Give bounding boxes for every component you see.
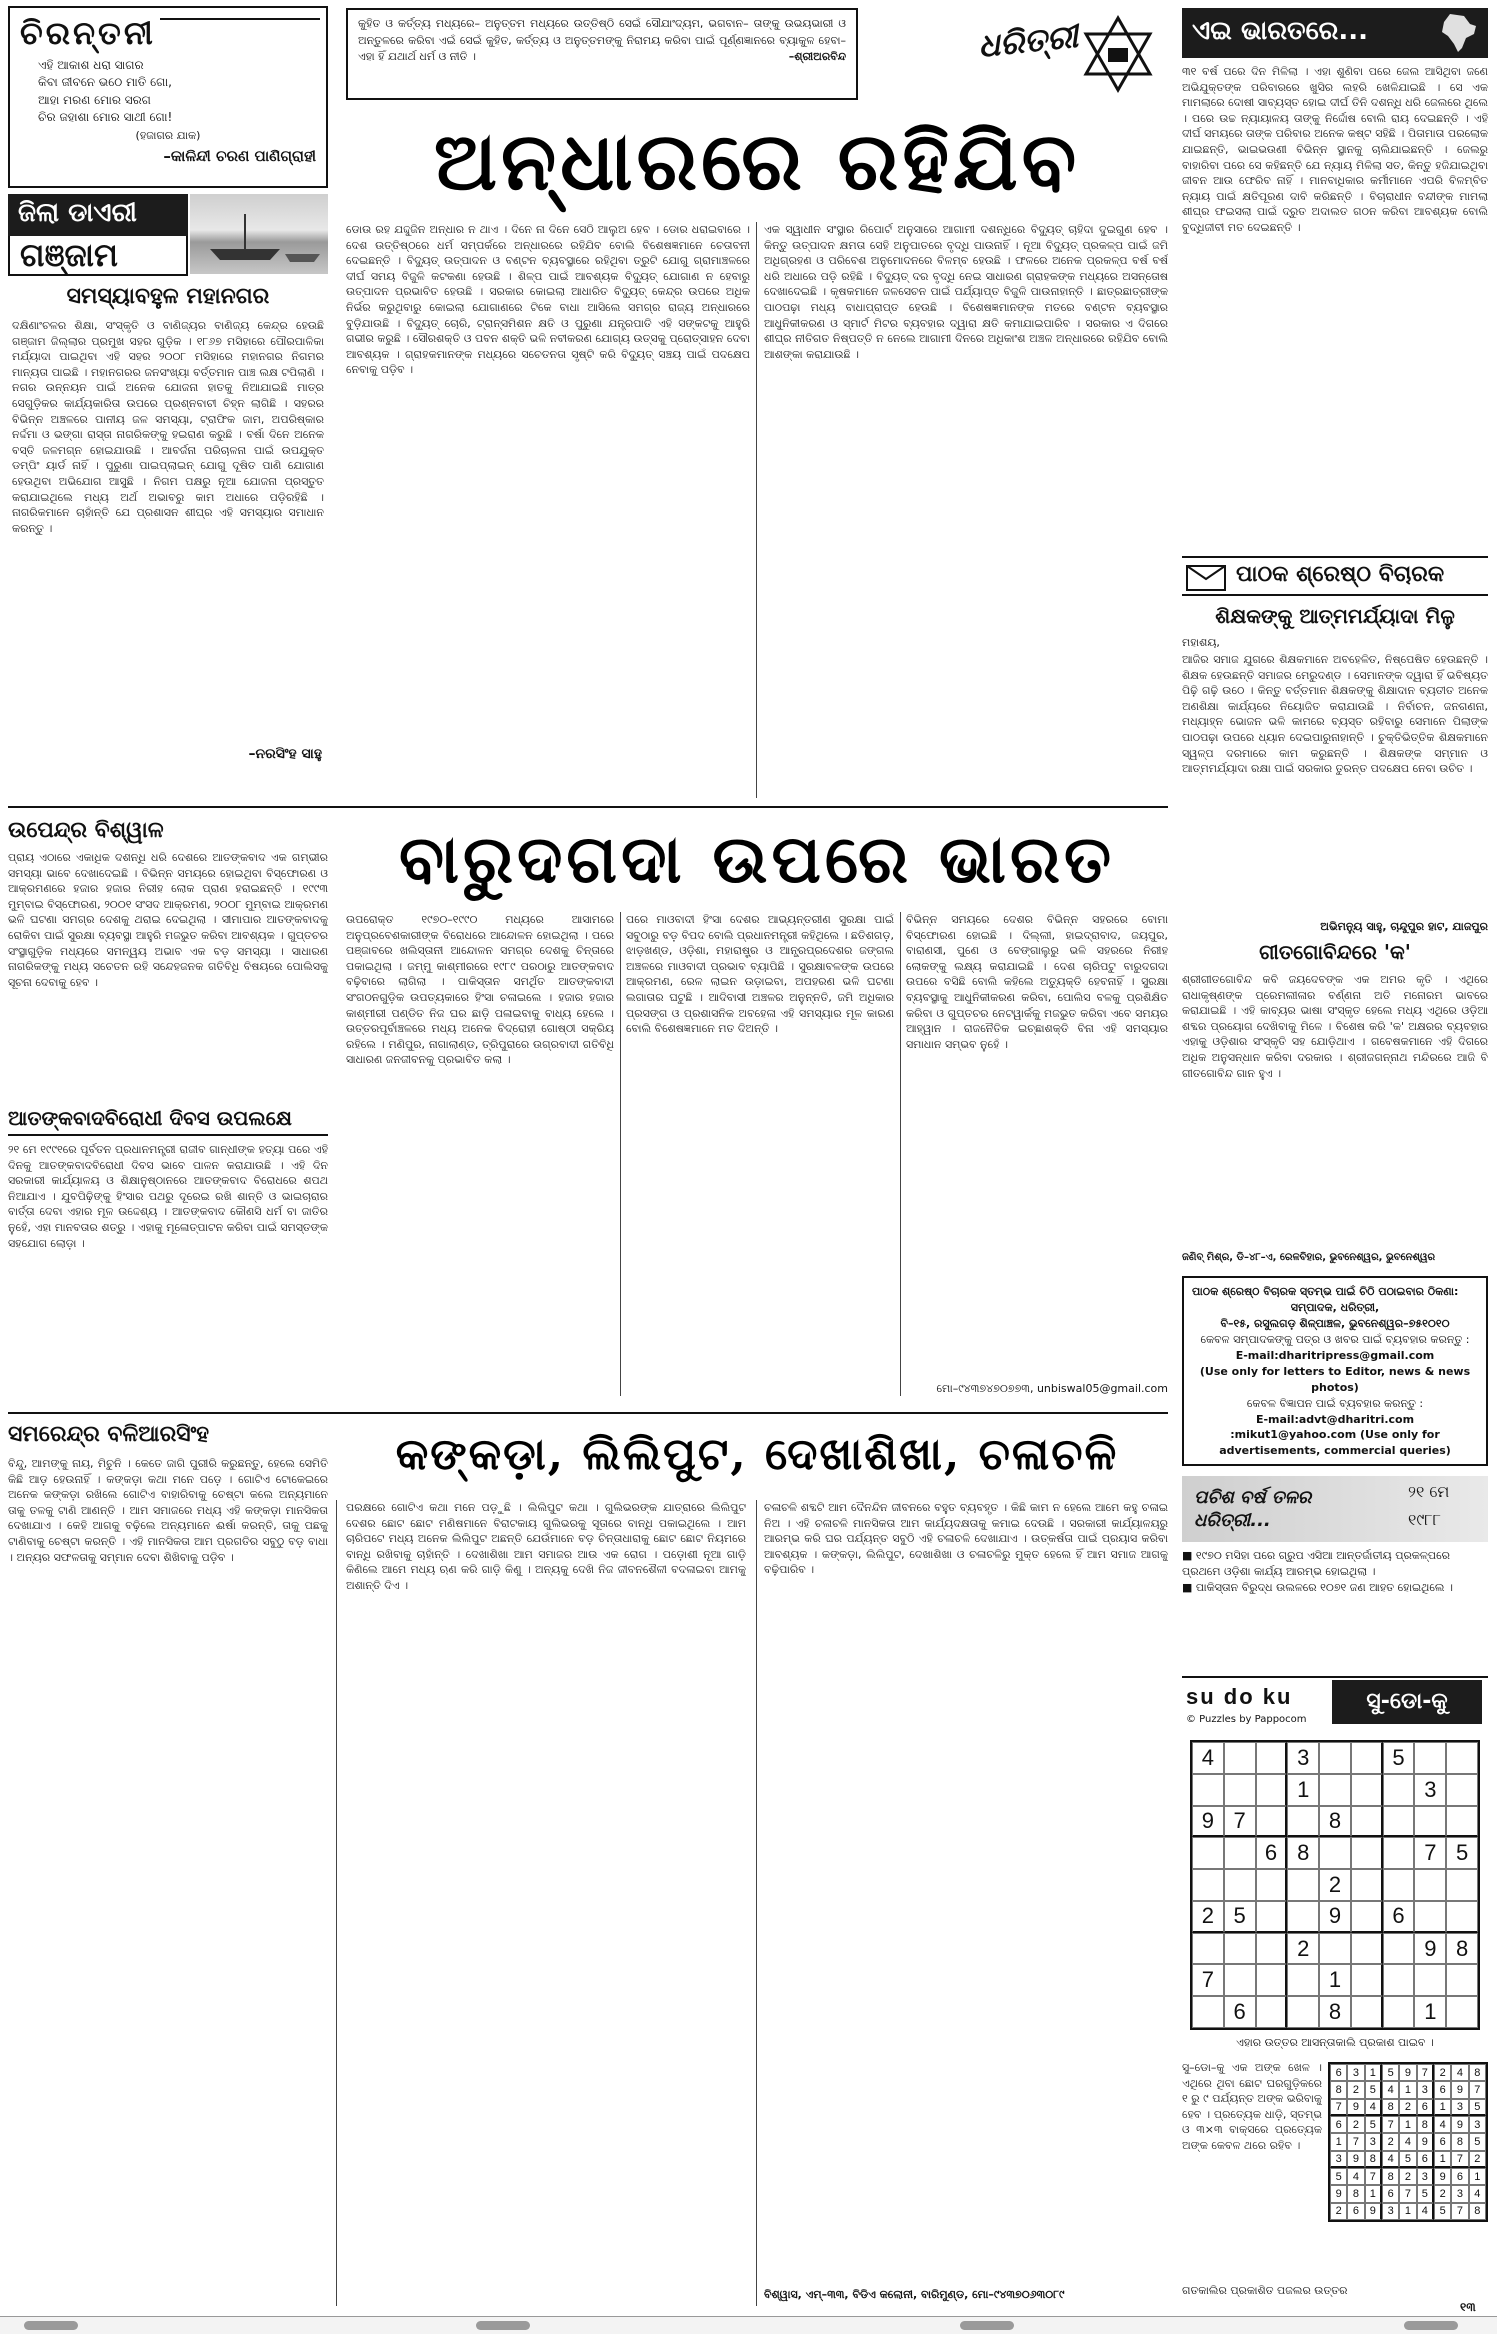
sudoku-cell: 6 bbox=[1330, 2116, 1347, 2133]
sudoku-cell[interactable]: 8 bbox=[1319, 1996, 1351, 2028]
sudoku-cell: 7 bbox=[1399, 2185, 1416, 2202]
pachisa-barsha-header bbox=[1182, 1476, 1488, 1542]
letter2-author: ଜଣିବ୍ ମିଶ୍ର, ଡି–୪୮–ଏ, ରେଳବିହାର, ଭୁବନେଶ୍ୱର, ଭୁବନେଶ୍ୱର bbox=[1182, 1252, 1436, 1263]
chirantani-source: (ହଜାଗର ଯାକ) bbox=[135, 128, 201, 142]
quote-author: –ଶ୍ରୀଅରବିନ୍ଦ bbox=[788, 50, 846, 63]
letter1-salutation: ମହାଶୟ, bbox=[1182, 636, 1220, 649]
sudoku-cell: 6 bbox=[1451, 2168, 1468, 2185]
district-author: –ନରସିଂହ ସାହୁ bbox=[248, 746, 322, 762]
sudoku-cell: 4 bbox=[1451, 2064, 1468, 2081]
sudoku-cell: 2 bbox=[1399, 2168, 1416, 2185]
sudoku-cell: 5 bbox=[1417, 2185, 1434, 2202]
sudoku-cell: 8 bbox=[1382, 2168, 1399, 2185]
sudoku-credit: © Puzzles by Pappocom bbox=[1186, 1714, 1307, 1725]
sudoku-cell: 9 bbox=[1417, 2133, 1434, 2150]
sudoku-cell: 4 bbox=[1382, 2151, 1399, 2168]
sudoku-cell[interactable]: 8 bbox=[1319, 1806, 1351, 1838]
sudoku-cell[interactable] bbox=[1287, 1996, 1319, 2028]
envelope-icon bbox=[1186, 565, 1226, 591]
sudoku-cell[interactable]: 7 bbox=[1224, 1806, 1256, 1838]
sudoku-cell: 2 bbox=[1434, 2185, 1451, 2202]
sudoku-cell[interactable] bbox=[1224, 1964, 1256, 1996]
pachisa-title: ପଚିଶ ବର୍ଷ ତଳର ଧରିତ୍ରୀ... bbox=[1194, 1487, 1312, 1532]
letter1-body: ଆଜିର ସମାଜ ଯୁଗରେ ଶିକ୍ଷକମାନେ ଅବହେଳିତ, ନିଷ୍ପେଷିତ ହେଉଛନ୍ତି । ଶିକ୍ଷକ ହେଉଛନ୍ତି ସମାଜର ମେରୁଦଣ୍ଡ । ସେମାନଙ୍କ ଦ୍ୱାରା ହିଁ ଭବିଷ୍ୟତ ପିଢ଼ି ଗଢ଼ି ଉଠେ । କିନ୍ତୁ ବର୍ତ୍ତମାନ ଶିକ୍ଷକଙ୍କୁ ଶିକ୍ଷାଦାନ ବ୍ୟତୀତ ଅନେକ ଅଣଶିକ୍ଷା କାର୍ଯ୍ୟରେ ନିୟୋଜିତ କରାଯାଉଛି । ନିର୍ବାଚନ, ଜନଗଣନା, ମଧ୍ୟାହ୍ନ ଭୋଜନ ଭଳି କାମରେ ବ୍ୟସ୍ତ ରହିବାରୁ ସେମାନେ ପିଲାଙ୍କ ପାଠପଢ଼ା ଉପରେ ଧ୍ୟାନ ଦେଇପାରୁନାହାନ୍ତି । ଚୁକ୍ତିଭିତ୍ତିକ ଶିକ୍ଷକମାନେ ସ୍ୱଳ୍ପ ଦରମାରେ କାମ କରୁଛନ୍ତି । ଶିକ୍ଷକଙ୍କ ସମ୍ମାନ ଓ ଆତ୍ମମର୍ଯ୍ୟାଦା ରକ୍ଷା ପାଇଁ ସରକାର ତୁରନ୍ତ ପଦକ୍ଷେପ ନେବା ଉଚିତ । bbox=[1182, 653, 1488, 776]
sudoku-cell: 6 bbox=[1434, 2081, 1451, 2098]
sudoku-cell: 8 bbox=[1469, 2203, 1486, 2220]
sudoku-cell[interactable] bbox=[1256, 1964, 1288, 1996]
contact-email-label: କେବଳ ସମ୍ପାଦକଙ୍କୁ ପତ୍ର ଓ ଖବର ପାଇଁ ବ୍ୟବହାର କରନ୍ତୁ : bbox=[1200, 1332, 1470, 1346]
barudagada-contact: ମୋ–୯୪୩୭୪୭୦୭୭୩, unbiswal05@gmail.com bbox=[936, 1382, 1168, 1395]
sudoku-cell: 7 bbox=[1451, 2151, 1468, 2168]
terror-day-subhead: ଆତଙ୍କବାଦବିରୋଧୀ ଦିବସ ଉପଲକ୍ଷେ bbox=[8, 1106, 328, 1136]
sudoku-cell[interactable]: 1 bbox=[1319, 1964, 1351, 1996]
contact-address2: ବି–୧୫, ରସୁଲଗଡ଼ ଶିଳ୍ପାଞ୍ଚଳ, ଭୁବନେଶ୍ୱର–୭୫୧୦୧୦ bbox=[1220, 1316, 1450, 1330]
sudoku-cell[interactable] bbox=[1256, 1742, 1288, 1774]
sudoku-answer-note: ଏହାର ଉତ୍ତର ଆସନ୍ତାକାଲି ପ୍ରକାଶ ପାଇବ । bbox=[1236, 2036, 1434, 2049]
sudoku-cell: 1 bbox=[1365, 2185, 1382, 2202]
sudoku-cell[interactable]: 8 bbox=[1287, 1837, 1319, 1869]
ad-label: କେବଳ ବିଜ୍ଞାପନ ପାଇଁ ବ୍ୟବହାର କରନ୍ତୁ : bbox=[1246, 1396, 1424, 1410]
sudoku-cell: 9 bbox=[1399, 2064, 1416, 2081]
sudoku-cell[interactable] bbox=[1383, 1837, 1415, 1869]
sudoku-cell[interactable] bbox=[1256, 1806, 1288, 1838]
sudoku-header bbox=[1182, 1676, 1488, 1730]
sudoku-cell[interactable]: 7 bbox=[1192, 1964, 1224, 1996]
sudoku-prev-label: ଗତକାଲିର ପ୍ରକାଶିତ ପଜଲର ଉତ୍ତର bbox=[1182, 2284, 1348, 2297]
sudoku-cell: 4 bbox=[1382, 2081, 1399, 2098]
sudoku-cell[interactable] bbox=[1446, 1996, 1478, 2028]
sudoku-cell: 3 bbox=[1451, 2185, 1468, 2202]
sudoku-cell[interactable] bbox=[1192, 1774, 1224, 1806]
letter1-title: ଶିକ୍ଷକଙ୍କୁ ଆତ୍ମମର୍ଯ୍ୟାଦା ମିଳୁ bbox=[1215, 604, 1455, 628]
ad-email-note: advertisements, commercial queries) bbox=[1219, 1444, 1451, 1458]
reader-letters-header bbox=[1182, 556, 1488, 596]
sudoku-cell: 9 bbox=[1451, 2081, 1468, 2098]
sudoku-cell: 9 bbox=[1451, 2116, 1468, 2133]
logo-text: ଧରିତ୍ରୀ bbox=[976, 16, 1080, 66]
footer-bar bbox=[0, 2316, 1497, 2334]
sudoku-cell[interactable]: 9 bbox=[1414, 1933, 1446, 1965]
sudoku-cell: 3 bbox=[1417, 2168, 1434, 2185]
reader-letters-title: ପାଠକ ଶ୍ରେଷ୍ଠ ବିଚାରକ bbox=[1236, 562, 1445, 587]
sudoku-cell[interactable]: 6 bbox=[1383, 1901, 1415, 1933]
sudoku-cell: 1 bbox=[1434, 2151, 1451, 2168]
sudoku-cell: 7 bbox=[1469, 2081, 1486, 2098]
sudoku-cell[interactable] bbox=[1287, 1964, 1319, 1996]
sudoku-cell[interactable] bbox=[1224, 1869, 1256, 1901]
sudoku-cell: 3 bbox=[1365, 2133, 1382, 2150]
sudoku-cell[interactable] bbox=[1192, 1869, 1224, 1901]
sudoku-cell: 7 bbox=[1365, 2168, 1382, 2185]
terror-day-body: ୨୧ ମେ ୧୯୯୧ରେ ପୂର୍ବତନ ପ୍ରଧାନମନ୍ତ୍ରୀ ରାଜୀବ ଗାନ୍ଧୀଙ୍କ ହତ୍ୟା ପରେ ଏହି ଦିନକୁ ଆତଙ୍କବାଦବିରୋଧୀ ଦିବସ ଭାବେ ପାଳନ କରାଯାଉଛି । ଏହି ଦିନ ସରକାରୀ କାର୍ଯ୍ୟାଳୟ ଓ ଶିକ୍ଷାନୁଷ୍ଠାନରେ ଆତଙ୍କବାଦ ବିରୋଧରେ ଶପଥ ନିଆଯାଏ । ଯୁବପିଢ଼ିଙ୍କୁ ହିଂସାର ପଥରୁ ଦୂରେଇ ରଖି ଶାନ୍ତି ଓ ଭାଇଚାରାର ବାର୍ତ୍ତା ଦେବା ଏହାର ମୂଳ ଉଦ୍ଦେଶ୍ୟ । ଆତଙ୍କବାଦ କୌଣସି ଧର୍ମ ବା ଜାତିର ନୁହେଁ, ଏହା ମାନବତାର ଶତ୍ରୁ । ଏହାକୁ ମୂଳୋତ୍ପାଟନ କରିବା ପାଇଁ ସମସ୍ତଙ୍କ ସହଯୋଗ ଲୋଡ଼ା । bbox=[8, 1143, 328, 1250]
district-headline: ସମସ୍ୟାବହୁଳ ମହାନଗର bbox=[66, 284, 270, 309]
sudoku-cell: 3 bbox=[1382, 2203, 1399, 2220]
sudoku-cell[interactable]: 3 bbox=[1287, 1742, 1319, 1774]
sudoku-cell: 3 bbox=[1330, 2151, 1347, 2168]
sudoku-cell: 4 bbox=[1417, 2203, 1434, 2220]
chirantani-box bbox=[8, 6, 328, 188]
sudoku-cell[interactable] bbox=[1383, 1806, 1415, 1838]
sudoku-cell[interactable] bbox=[1256, 1869, 1288, 1901]
sudoku-cell[interactable] bbox=[1383, 1869, 1415, 1901]
sudoku-cell: 8 bbox=[1365, 2151, 1382, 2168]
main-headline: ଅନ୍ଧାରରେ ରହିଯିବ bbox=[433, 114, 1081, 208]
kankada-contact: ବିଶ୍ୱାସ, ଏମ୍–୩୩, ବିଡିଏ କଲୋନୀ, ବାରିମୁଣ୍ଡ, ମୋ–୯୪୩୭୦୬୩୦୮୯ bbox=[764, 2288, 1065, 2301]
poem-line: ଏହି ଆକାଶ ଧରା ସାଗର bbox=[38, 58, 144, 72]
e-bharatare-title: ଏଇ ଭାରତରେ... bbox=[1192, 16, 1368, 46]
sudoku-brand-or: ସୁ-ଡୋ-କୁ bbox=[1332, 1680, 1482, 1724]
sudoku-cell: 8 bbox=[1330, 2081, 1347, 2098]
sudoku-cell[interactable] bbox=[1446, 1774, 1478, 1806]
upendra-body: ପ୍ରାୟ ଏଠାରେ ଏକାଧିକ ଦଶନ୍ଧି ଧରି ଦେଶରେ ଆତଙ୍କବାଦ ଏକ ଗମ୍ଭୀର ସମସ୍ୟା ଭାବେ ଦେଖାଦେଇଛି । ବିଭିନ୍ନ ସମୟରେ ହୋଇଥିବା ବିସ୍ଫୋରଣ ଓ ଆକ୍ରମଣରେ ହଜାର ହଜାର ନିରୀହ ଲୋକ ପ୍ରାଣ ହରାଇଛନ୍ତି । ୧୯୯୩ ମୁମ୍ବାଇ ବିସ୍ଫୋରଣ, ୨୦୦୧ ସଂସଦ ଆକ୍ରମଣ, ୨୦୦୮ ମୁମ୍ବାଇ ଆକ୍ରମଣ ଭଳି ଘଟଣା ସମଗ୍ର ଦେଶକୁ ଥରାଇ ଦେଇଥିଲା । ସୀମାପାର ଆତଙ୍କବାଦକୁ ରୋକିବା ପାଇଁ ସୁରକ୍ଷା ବ୍ୟବସ୍ଥା ଆହୁରି ମଜଭୁତ କରିବା ଆବଶ୍ୟକ । ଗୁପ୍ତଚର ସଂସ୍ଥାଗୁଡ଼ିକ ମଧ୍ୟରେ ସମନ୍ୱୟ ଅଭାବ ଏକ ବଡ଼ ସମସ୍ୟା । ସାଧାରଣ ନାଗରିକଙ୍କୁ ମଧ୍ୟ ସଚେତନ ରହି ସନ୍ଦେହଜନକ ଗତିବିଧି ବିଷୟରେ ପୋଲିସକୁ ସୂଚନା ଦେବାକୁ ହେବ । bbox=[8, 851, 328, 989]
sudoku-cell[interactable] bbox=[1224, 1933, 1256, 1965]
sudoku-cell[interactable] bbox=[1383, 1774, 1415, 1806]
sudoku-cell[interactable] bbox=[1256, 1996, 1288, 2028]
main-article-col2: ଏକ ସ୍ୱାଧୀନ ସଂସ୍ଥାର ରିପୋର୍ଟ ଅନୁସାରେ ଆଗାମୀ ଦଶନ୍ଧିରେ ବିଦ୍ୟୁତ୍ ଚାହିଦା ଦୁଇଗୁଣ ହେବ । କିନ୍ତୁ ଉତ୍ପାଦନ କ୍ଷମତା ସେହି ଅନୁପାତରେ ବୃଦ୍ଧି ପାଉନାହିଁ । ନୂଆ ବିଦ୍ୟୁତ୍ ପ୍ରକଳ୍ପ ପାଇଁ ଜମି ଅଧିଗ୍ରହଣ ଓ ପରିବେଶ ଅନୁମୋଦନରେ ବିଳମ୍ବ ହେଉଛି । ଫଳରେ ଅନେକ ପ୍ରକଳ୍ପ ବର୍ଷ ବର୍ଷ ଧରି ଅଧାରେ ପଡ଼ି ରହିଛି । ବିଦ୍ୟୁତ୍ ଦର ବୃଦ୍ଧି ନେଇ ସାଧାରଣ ଗ୍ରାହକଙ୍କ ମଧ୍ୟରେ ଅସନ୍ତୋଷ ଦେଖାଦେଇଛି । କୃଷକମାନେ ଜଳସେଚନ ପାଇଁ ପର୍ଯ୍ୟାପ୍ତ ବିଜୁଳି ପାଉନାହାନ୍ତି । ଛାତ୍ରଛାତ୍ରୀଙ୍କ ପାଠପଢ଼ା ମଧ୍ୟ ବାଧାପ୍ରାପ୍ତ ହେଉଛି । ବିଶେଷଜ୍ଞମାନଙ୍କ ମତରେ ବଣ୍ଟନ ବ୍ୟବସ୍ଥାର ଆଧୁନିକୀକରଣ ଓ ସ୍ମାର୍ଟ ମିଟର ବ୍ୟବହାର ଦ୍ୱାରା କ୍ଷତି କମାଯାଇପାରିବ । ସରକାର ଏ ଦିଗରେ ଶୀଘ୍ର ନୀତିଗତ ନିଷ୍ପତ୍ତି ନ ନେଲେ ଆଗାମୀ ଦିନରେ ଅଧିକାଂଶ ଅଞ୍ଚଳ ଅନ୍ଧାରରେ ରହିଯିବ ବୋଲି ଆଶଙ୍କା କରାଯାଉଛି । bbox=[764, 223, 1168, 361]
sudoku-cell[interactable] bbox=[1192, 1933, 1224, 1965]
sudoku-cell[interactable] bbox=[1256, 1933, 1288, 1965]
barudagada-headline: ବାରୁଦଗଦା ଉପରେ ଭାରତ bbox=[398, 820, 1116, 898]
sudoku-cell: 3 bbox=[1417, 2081, 1434, 2098]
sudoku-cell[interactable] bbox=[1414, 1869, 1446, 1901]
sudoku-cell[interactable] bbox=[1414, 1742, 1446, 1774]
sudoku-cell[interactable]: 1 bbox=[1287, 1774, 1319, 1806]
e-bharatare-header bbox=[1182, 8, 1488, 58]
upendra-byline: ଉପେନ୍ଦ୍ର ବିଶ୍ୱାଳ bbox=[8, 818, 164, 843]
sudoku-cell[interactable] bbox=[1446, 1742, 1478, 1774]
pachisa-item: ■ ୧୯୭୦ ମସିହା ପରେ ଗ୍ରୁପ ଏସିଆ ଆନ୍ତର୍ଜାତୀୟ ପ୍ରକଳ୍ପରେ ପ୍ରଥମେ ଓଡ଼ିଶା କାର୍ଯ୍ୟ ଆରମ୍ଭ ହୋଇଥିଲା । bbox=[1182, 1549, 1450, 1578]
sudoku-cell: 8 bbox=[1382, 2099, 1399, 2116]
india-map-icon bbox=[1436, 12, 1480, 54]
sudoku-cell: 1 bbox=[1365, 2064, 1382, 2081]
sudoku-cell: 1 bbox=[1469, 2168, 1486, 2185]
sudoku-cell: 1 bbox=[1330, 2133, 1347, 2150]
sudoku-cell: 3 bbox=[1347, 2064, 1364, 2081]
chirantani-poem bbox=[20, 57, 316, 127]
sudoku-cell[interactable] bbox=[1287, 1806, 1319, 1838]
sudoku-cell: 5 bbox=[1469, 2099, 1486, 2116]
sudoku-cell: 4 bbox=[1469, 2185, 1486, 2202]
sudoku-cell: 9 bbox=[1365, 2203, 1382, 2220]
sudoku-cell: 2 bbox=[1469, 2151, 1486, 2168]
editor-email[interactable]: E-mail:dharitripress@gmail.com bbox=[1235, 1348, 1435, 1362]
contact-box bbox=[1182, 1276, 1488, 1466]
sudoku-cell: 5 bbox=[1330, 2168, 1347, 2185]
sudoku-cell: 5 bbox=[1382, 2064, 1399, 2081]
sudoku-cell: 5 bbox=[1434, 2203, 1451, 2220]
sudoku-grid[interactable] bbox=[1190, 1740, 1480, 2030]
chirantani-title: ଚିରନ୍ତନୀ bbox=[20, 14, 156, 52]
sudoku-cell[interactable]: 2 bbox=[1287, 1933, 1319, 1965]
contact-heading: ପାଠକ ଶ୍ରେଷ୍ଠ ବିଚାରକ ସ୍ତମ୍ଭ ପାଇଁ ଚିଠି ପଠାଇବାର ଠିକଣା: bbox=[1192, 1285, 1459, 1298]
quote-box bbox=[346, 8, 858, 100]
sudoku-cell: 6 bbox=[1417, 2151, 1434, 2168]
kankada-col3: ଚଳାଚଳି ଶବ୍ଦଟି ଆମ ଦୈନନ୍ଦିନ ଜୀବନରେ ବହୁତ ବ୍ୟବହୃତ । କିଛି କାମ ନ ହେଲେ ଆମେ କହୁ ଚଳାଇ ନିଅ । ଏହି ଚଳାଚଳି ମାନସିକତା ଆମ କାର୍ଯ୍ୟଦକ୍ଷତାକୁ କମାଇ ଦେଉଛି । ସରକାରୀ କାର୍ଯ୍ୟାଳୟରୁ ଆରମ୍ଭ କରି ଘର ପର୍ଯ୍ୟନ୍ତ ସବୁଠି ଏହି ଚଳାଚଳି ଦେଖାଯାଏ । ଉତ୍କର୍ଷତା ପାଇଁ ପ୍ରୟାସ କରିବା ଆବଶ୍ୟକ । କଙ୍କଡ଼ା, ଲିଲିପୁଟ, ଦେଖାଶିଖା ଓ ଚଳାଚଳିରୁ ମୁକ୍ତ ହେଲେ ହିଁ ଆମ ସମାଜ ଆଗକୁ ବଢ଼ିପାରିବ । bbox=[764, 1501, 1168, 1577]
sudoku-cell[interactable]: 9 bbox=[1319, 1901, 1351, 1933]
sudoku-cell[interactable] bbox=[1446, 1869, 1478, 1901]
sudoku-cell: 9 bbox=[1434, 2168, 1451, 2185]
sudoku-cell: 5 bbox=[1469, 2133, 1486, 2150]
sudoku-cell[interactable]: 5 bbox=[1224, 1901, 1256, 1933]
poem-line: କିବା ଜୀବନେ ଭଠେ ମାତି ଗୋ, bbox=[38, 75, 172, 90]
sudoku-previous-answer-grid bbox=[1328, 2062, 1488, 2222]
sudoku-cell: 7 bbox=[1347, 2133, 1364, 2150]
kankada-col2: ପରକ୍ଷରେ ଗୋଟିଏ କଥା ମନେ ପଡ଼ୁଛି । ଲିଲିପୁଟ କଥା । ଗୁଲିଭରଙ୍କ ଯାତ୍ରାରେ ଲିଲିପୁଟ ଦେଶର ଛୋଟ ଛୋଟ ମଣିଷମାନେ ବିରାଟକାୟ ଗୁଲିଭରକୁ ସୂତାରେ ବାନ୍ଧି ପକାଇଥିଲେ । ଆମ ଚାରିପଟେ ମଧ୍ୟ ଅନେକ ଲିଲିପୁଟ ଅଛନ୍ତି ଯେଉଁମାନେ ବଡ଼ ଚିନ୍ତାଧାରାକୁ ଛୋଟ ଛୋଟ ନିୟମରେ ବାନ୍ଧି ରଖିବାକୁ ଚାହାଁନ୍ତି । ଦେଖାଶିଖା ଆମ ସମାଜର ଆଉ ଏକ ରୋଗ । ପଡ଼ୋଶୀ ନୂଆ ଗାଡ଼ି କିଣିଲେ ଆମେ ମଧ୍ୟ ଋଣ କରି ଗାଡ଼ି କିଣୁ । ଅନ୍ୟକୁ ଦେଖି ନିଜ ଜୀବନଶୈଳୀ ବଦଳାଇବା ଆମକୁ ଅଶାନ୍ତି ଦିଏ । bbox=[346, 1501, 746, 1593]
sudoku-cell: 4 bbox=[1434, 2116, 1451, 2133]
kankada-byline: ସମରେନ୍ଦ୍ର ବଳିଆରସିଂହ bbox=[8, 1422, 210, 1447]
sudoku-cell[interactable] bbox=[1446, 1964, 1478, 1996]
sudoku-cell[interactable] bbox=[1414, 1964, 1446, 1996]
main-article-col1: ଡୋଉ ରହ ଯଦ୍ଦୁଜିନ ଅନ୍ଧାର ନ ଥାଏ । ଦିନେ ନା ଦିନେ ସେଠି ଆଲୁଅ ହେବ । ଡୋର ଧରାଇବାରେ । ଦେଶ ଉତ୍ତିଷ୍ଠରେ ଧର୍ମ ସମ୍ପର୍କରେ ଅନ୍ଧାରରେ ରହିଯିବ ବୋଲି ବିଶେଷଜ୍ଞମାନେ ଚେତାବନୀ ଦେଇଛନ୍ତି । ବିଦ୍ୟୁତ୍ ଉତ୍ପାଦନ ଓ ବଣ୍ଟନ ବ୍ୟବସ୍ଥାରେ ରହିଥିବା ତ୍ରୁଟି ଯୋଗୁ ଗ୍ରାମାଞ୍ଚଳରେ ଦୀର୍ଘ ସମୟ ବିଜୁଳି କଟକଣା ହେଉଛି । ଶିଳ୍ପ ପାଇଁ ଆବଶ୍ୟକ ବିଦ୍ୟୁତ୍ ଯୋଗାଣ ନ ହେବାରୁ ଉତ୍ପାଦନ ପ୍ରଭାବିତ ହେଉଛି । ସରକାର କୋଇଲା ଆଧାରିତ ବିଦ୍ୟୁତ୍ କେନ୍ଦ୍ର ଉପରେ ଅଧିକ ନିର୍ଭର କରୁଥିବାରୁ କୋଇଲା ଯୋଗାଣରେ ଟିକେ ବାଧା ଆସିଲେ ସମଗ୍ର ରାଜ୍ୟ ଅନ୍ଧାରରେ ବୁଡ଼ିଯାଉଛି । ବିଦ୍ୟୁତ୍ ଚୋରି, ଟ୍ରାନ୍ସମିଶନ କ୍ଷତି ଓ ପୁରୁଣା ଯନ୍ତ୍ରପାତି ଏହି ସଙ୍କଟକୁ ଆହୁରି ଗଭୀର କରୁଛି । ସୌରଶକ୍ତି ଓ ପବନ ଶକ୍ତି ଭଳି ନବୀକରଣ ଯୋଗ୍ୟ ଉତ୍ସକୁ ପ୍ରୋତ୍ସାହନ ଦେବା ଆବଶ୍ୟକ । ଗ୍ରାହକମାନଙ୍କ ମଧ୍ୟରେ ସଚେତନତା ସୃଷ୍ଟି କରି ବିଦ୍ୟୁତ୍ ସଞ୍ଚୟ ପାଇଁ ପଦକ୍ଷେପ ନେବାକୁ ପଡ଼ିବ । bbox=[346, 223, 750, 377]
sudoku-cell: 8 bbox=[1417, 2116, 1434, 2133]
sudoku-cell: 6 bbox=[1434, 2133, 1451, 2150]
sudoku-cell[interactable] bbox=[1351, 1806, 1383, 1838]
letter1-author: ଅଭିମନ୍ୟୁ ସାହୁ, ଚାନ୍ଦୁପୁର ହାଟ, ଯାଜପୁର bbox=[1320, 920, 1488, 933]
sudoku-cell[interactable] bbox=[1383, 1964, 1415, 1996]
sudoku-cell: 1 bbox=[1399, 2081, 1416, 2098]
kankada-headline: କଙ୍କଡ଼ା, ଲିଲିପୁଟ, ଦେଖାଶିଖା, ଚଳାଚଳି bbox=[395, 1429, 1119, 1480]
sudoku-cell: 3 bbox=[1469, 2116, 1486, 2133]
sudoku-cell[interactable] bbox=[1351, 1996, 1383, 2028]
sudoku-cell[interactable] bbox=[1319, 1742, 1351, 1774]
sudoku-cell[interactable] bbox=[1192, 1996, 1224, 2028]
boat-icon bbox=[190, 194, 328, 274]
sudoku-cell[interactable]: 1 bbox=[1414, 1996, 1446, 2028]
sudoku-cell[interactable] bbox=[1383, 1996, 1415, 2028]
sudoku-cell[interactable] bbox=[1287, 1869, 1319, 1901]
page-number: ୧୩ bbox=[1460, 2300, 1476, 2314]
sudoku-cell[interactable] bbox=[1256, 1774, 1288, 1806]
sudoku-cell: 9 bbox=[1330, 2185, 1347, 2202]
sudoku-cell: 1 bbox=[1434, 2099, 1451, 2116]
chirantani-author: –କାଳିନ୍ଦୀ ଚରଣ ପାଣିଗ୍ରାହୀ bbox=[163, 146, 316, 165]
pachisa-item: ■ ପାକିସ୍ତାନ ବିରୁଦ୍ଧ ଉଲଳରେ ୧୦୭୧ ଜଣ ଆହତ ହୋଇଥିଲେ । bbox=[1182, 1580, 1453, 1594]
sudoku-cell[interactable]: 6 bbox=[1224, 1996, 1256, 2028]
sudoku-cell[interactable] bbox=[1287, 1901, 1319, 1933]
sudoku-cell[interactable]: 5 bbox=[1383, 1742, 1415, 1774]
sudoku-cell[interactable] bbox=[1224, 1837, 1256, 1869]
sudoku-cell: 2 bbox=[1399, 2099, 1416, 2116]
poem-line: ଚିର ଜହାଶା ମୋର ସାଥୀ ଗୋ! bbox=[38, 110, 173, 125]
district-diary-label: ଜିଲା ଡାଏରୀ bbox=[8, 194, 188, 236]
sudoku-cell: 5 bbox=[1365, 2081, 1382, 2098]
sudoku-cell[interactable]: 5 bbox=[1446, 1837, 1478, 1869]
sudoku-cell: 8 bbox=[1347, 2185, 1364, 2202]
sudoku-cell[interactable] bbox=[1224, 1774, 1256, 1806]
sudoku-cell: 2 bbox=[1347, 2116, 1364, 2133]
sudoku-cell: 5 bbox=[1365, 2116, 1382, 2133]
barudagada-col2: ପରେ ମାଓବାଦୀ ହିଂସା ଦେଶର ଆଭ୍ୟନ୍ତରୀଣ ସୁରକ୍ଷା ପାଇଁ ସବୁଠାରୁ ବଡ଼ ବିପଦ ବୋଲି ପ୍ରଧାନମନ୍ତ୍ରୀ କହିଥିଲେ । ଛତିଶଗଡ଼, ଝାଡ଼ଖଣ୍ଡ, ଓଡ଼ିଶା, ମହାରାଷ୍ଟ୍ର ଓ ଆନ୍ଧ୍ରପ୍ରଦେଶର ଜଙ୍ଗଲ ଅଞ୍ଚଳରେ ମାଓବାଦୀ ପ୍ରଭାବ ବ୍ୟାପିଛି । ସୁରକ୍ଷାବଳଙ୍କ ଉପରେ ଆକ୍ରମଣ, ରେଳ ଲାଇନ ଉଡ଼ାଇବା, ଅପହରଣ ଭଳି ଘଟଣା ଲଗାତାର ଘଟୁଛି । ଆଦିବାସୀ ଅଞ୍ଚଳର ଅନୁନ୍ନତି, ଜମି ଅଧିକାର ପ୍ରସଙ୍ଗ ଓ ପ୍ରଶାସନିକ ଅବହେଳା ଏହି ସମସ୍ୟାର ମୂଳ କାରଣ ବୋଲି ବିଶେଷଜ୍ଞମାନେ ମତ ଦିଅନ୍ତି । bbox=[626, 913, 894, 1036]
sudoku-cell: 4 bbox=[1347, 2168, 1364, 2185]
sudoku-cell[interactable] bbox=[1256, 1901, 1288, 1933]
district-name: ଗଞ୍ଜାମ bbox=[8, 236, 188, 276]
sudoku-cell[interactable] bbox=[1446, 1901, 1478, 1933]
sudoku-cell: 6 bbox=[1347, 2203, 1364, 2220]
quote-text: କୁହିତ ଓ କର୍ତ୍ତ୍ୟ ମଧ୍ୟରେ– ଅନୁତ୍ତମ ମଧ୍ୟରେ ଉତ୍ତିଷ୍ଠି ସେଇଁ ସୌଯାଂଦ୍ୟମ, ଭଗବାନ– ତାଙ୍କୁ ଉଭୟଭାରୀ ଓ ଅନ୍ତୁଳରେ କରିବା ଏଇଁ ସେଇଁ କୁହିତ, କର୍ତ୍ତ୍ୟ ଓ ଅନୁତ୍ତମଙ୍କୁ ନିରାମୟ କରିବା ପାଇଁ ପୂର୍ଣ୍ଣଜ୍ଞାନରେ ବ୍ୟାକୁଳ ହେବା– ଏହା ହିଁ ଯଥାର୍ଥ ଧର୍ମ ଓ ନୀତି । bbox=[358, 17, 846, 63]
sudoku-cell[interactable]: 9 bbox=[1192, 1806, 1224, 1838]
sudoku-cell: 8 bbox=[1451, 2133, 1468, 2150]
sudoku-cell: 2 bbox=[1434, 2064, 1451, 2081]
sudoku-cell[interactable]: 6 bbox=[1256, 1837, 1288, 1869]
sudoku-cell: 3 bbox=[1451, 2099, 1468, 2116]
sudoku-cell[interactable] bbox=[1192, 1837, 1224, 1869]
sudoku-cell[interactable]: 4 bbox=[1192, 1742, 1224, 1774]
sudoku-cell[interactable]: 7 bbox=[1414, 1837, 1446, 1869]
sudoku-cell: 8 bbox=[1469, 2064, 1486, 2081]
letter2-title: ଗୀତଗୋବିନ୍ଦରେ 'କ' bbox=[1259, 940, 1411, 964]
sudoku-cell: 4 bbox=[1399, 2133, 1416, 2150]
sudoku-cell: 1 bbox=[1399, 2203, 1416, 2220]
sudoku-cell: 2 bbox=[1382, 2133, 1399, 2150]
sudoku-cell: 7 bbox=[1330, 2099, 1347, 2116]
pachisa-date: ୨୧ ମେ bbox=[1408, 1482, 1450, 1501]
sudoku-cell[interactable]: 2 bbox=[1319, 1869, 1351, 1901]
pachisa-items bbox=[1182, 1548, 1488, 1596]
sudoku-brand-en: su do ku bbox=[1186, 1684, 1293, 1709]
star-emblem-icon bbox=[1078, 14, 1158, 94]
sudoku-cell: 7 bbox=[1382, 2116, 1399, 2133]
ad-email[interactable]: E-mail:advt@dharitri.com bbox=[1255, 1412, 1415, 1426]
sudoku-cell[interactable] bbox=[1351, 1774, 1383, 1806]
sudoku-cell[interactable] bbox=[1383, 1933, 1415, 1965]
sudoku-cell[interactable] bbox=[1224, 1742, 1256, 1774]
sudoku-cell: 1 bbox=[1399, 2116, 1416, 2133]
poem-line: ଆହା ମରଣ ମୋର ସରଗ bbox=[38, 92, 151, 107]
sudoku-cell: 2 bbox=[1347, 2081, 1364, 2098]
letter2-body: ଶ୍ରୀଗୀତଗୋବିନ୍ଦ କବି ଜୟଦେବଙ୍କ ଏକ ଅମର କୃତି । ଏଥିରେ ରାଧାକୃଷ୍ଣଙ୍କ ପ୍ରେମଲୀଳାର ବର୍ଣ୍ଣନା ଅତି ମନୋରମ ଭାବରେ କରାଯାଇଛି । ଏହି କାବ୍ୟର ଭାଷା ସଂସ୍କୃତ ହେଲେ ମଧ୍ୟ ଏଥିରେ ଓଡ଼ିଆ ଶବ୍ଦର ପ୍ରୟୋଗ ଦେଖିବାକୁ ମିଳେ । ବିଶେଷ କରି 'କ' ଅକ୍ଷରର ବ୍ୟବହାର ଏହାକୁ ଓଡ଼ିଶାର ସଂସ୍କୃତି ସହ ଯୋଡ଼ିଥାଏ । ଗବେଷକମାନେ ଏହି ଦିଗରେ ଅଧିକ ଅନୁସନ୍ଧାନ କରିବା ଦରକାର । ଶ୍ରୀଜଗନ୍ନାଥ ମନ୍ଦିରରେ ଆଜି ବି ଗୀତଗୋବିନ୍ଦ ଗାନ ହୁଏ । bbox=[1182, 973, 1488, 1080]
sudoku-cell: 4 bbox=[1365, 2099, 1382, 2116]
sudoku-cell[interactable] bbox=[1319, 1774, 1351, 1806]
boats-photo bbox=[190, 194, 328, 274]
sudoku-cell: 6 bbox=[1330, 2064, 1347, 2081]
sudoku-cell[interactable] bbox=[1414, 1806, 1446, 1838]
sudoku-cell[interactable]: 2 bbox=[1192, 1901, 1224, 1933]
sudoku-cell[interactable] bbox=[1414, 1901, 1446, 1933]
sudoku-cell[interactable] bbox=[1319, 1837, 1351, 1869]
sudoku-cell: 2 bbox=[1330, 2203, 1347, 2220]
sudoku-cell: 5 bbox=[1399, 2151, 1416, 2168]
sudoku-cell[interactable] bbox=[1351, 1837, 1383, 1869]
sudoku-cell: 7 bbox=[1451, 2203, 1468, 2220]
sudoku-cell[interactable] bbox=[1351, 1901, 1383, 1933]
sudoku-cell[interactable]: 8 bbox=[1446, 1933, 1478, 1965]
sudoku-cell[interactable] bbox=[1351, 1742, 1383, 1774]
pachisa-year: ୧୯୮୮ bbox=[1408, 1510, 1441, 1529]
sudoku-cell[interactable] bbox=[1351, 1964, 1383, 1996]
sudoku-cell[interactable] bbox=[1351, 1869, 1383, 1901]
dharitri-logo bbox=[868, 8, 1168, 100]
barudagada-col3: ବିଭିନ୍ନ ସମୟରେ ଦେଶର ବିଭିନ୍ନ ସହରରେ ବୋମା ବିସ୍ଫୋରଣ ହୋଇଛି । ଦିଲ୍ଲୀ, ହାଇଦ୍ରାବାଦ, ଜୟପୁର, ବାରାଣସୀ, ପୁଣେ ଓ ବେଙ୍ଗାଲୁରୁ ଭଳି ସହରରେ ନିରୀହ ଲୋକଙ୍କୁ ଲକ୍ଷ୍ୟ କରାଯାଇଛି । ଦେଶ ଚାରିପଟୁ ବାରୁଦଗଦା ଉପରେ ବସିଛି ବୋଲି କହିଲେ ଅତ୍ୟୁକ୍ତି ହେବନାହିଁ । ସୁରକ୍ଷା ବ୍ୟବସ୍ଥାକୁ ଆଧୁନିକୀକରଣ କରିବା, ପୋଲିସ ବଳକୁ ପ୍ରଶିକ୍ଷିତ କରିବା ଓ ଗୁପ୍ତଚର ନେଟୱାର୍କକୁ ମଜଭୁତ କରିବା ଏବେ ସମୟର ଆହ୍ୱାନ । ରାଜନୈତିକ ଇଚ୍ଛାଶକ୍ତି ବିନା ଏହି ସମସ୍ୟାର ସମାଧାନ ସମ୍ଭବ ନୁହେଁ । bbox=[906, 913, 1168, 1051]
sudoku-cell[interactable] bbox=[1319, 1933, 1351, 1965]
e-bharatare-body: ୩୧ ବର୍ଷ ପରେ ଦିନ ମିଳିଲା । ଏହା ଶୁଣିବା ପରେ ଜେଲ ଆସିଥିବା ଜଣେ ଅଭିଯୁକ୍ତଙ୍କ ପରିବାରରେ ଖୁସିର ଲହରି ଖେଳିଯାଇଛି । ସେ ଏକ ମାମଲାରେ ଦୋଷୀ ସାବ୍ୟସ୍ତ ହୋଇ ଦୀର୍ଘ ତିନି ଦଶନ୍ଧି ଧରି ଜେଲରେ ଥିଲେ । ପରେ ଉଚ୍ଚ ନ୍ୟାୟାଳୟ ତାଙ୍କୁ ନିର୍ଦ୍ଦୋଷ ବୋଲି ରାୟ ଦେଇଛନ୍ତି । ଏହି ଦୀର୍ଘ ସମୟରେ ତାଙ୍କ ପରିବାର ଅନେକ କଷ୍ଟ ସହିଛି । ପିତାମାତା ପରଲୋକ ଯାଇଛନ୍ତି, ଭାଇଭଉଣୀ ବିଭିନ୍ନ ସ୍ଥାନକୁ ଚାଲିଯାଇଛନ୍ତି । ଜେଲରୁ ବାହାରିବା ପରେ ସେ କହିଛନ୍ତି ଯେ ନ୍ୟାୟ ମିଳିଲା ସତ, କିନ୍ତୁ ହଜିଯାଇଥିବା ଜୀବନ ଆଉ ଫେରିବ ନାହିଁ । ମାନବାଧିକାର କର୍ମୀମାନେ ଏପରି ବିଳମ୍ବିତ ନ୍ୟାୟ ପାଇଁ କ୍ଷତିପୂରଣ ଦାବି କରିଛନ୍ତି । ବିଚାରାଧୀନ ବନ୍ଦୀଙ୍କ ମାମଲା ଶୀଘ୍ର ଫଇସଲା ପାଇଁ ଦ୍ରୁତ ଅଦାଲତ ଗଠନ କରିବା ଆବଶ୍ୟକ ବୋଲି ବୁଦ୍ଧିଜୀବୀ ମତ ଦେଇଛନ୍ତି । bbox=[1182, 65, 1488, 235]
sudoku-cell: 9 bbox=[1347, 2151, 1364, 2168]
barudagada-col1: ଉପରୋକ୍ତ ୧୯୭୦–୧୯୯୦ ମଧ୍ୟରେ ଆସାମରେ ଅନୁପ୍ରବେଶକାରୀଙ୍କ ବିରୋଧରେ ଆନ୍ଦୋଳନ ହୋଇଥିଲା । ପରେ ପଞ୍ଜାବରେ ଖଲିସ୍ତାନୀ ଆନ୍ଦୋଳନ ସମଗ୍ର ଦେଶକୁ ଚିନ୍ତାରେ ପକାଇଥିଲା । ଜମ୍ମୁ କାଶ୍ମୀରରେ ୧୯୮୯ ପରଠାରୁ ଆତଙ୍କବାଦ ବଢ଼ିବାରେ ଲାଗିଲା । ପାକିସ୍ତାନ ସମର୍ଥିତ ଆତଙ୍କବାଦୀ ସଂଗଠନଗୁଡ଼ିକ ଉପତ୍ୟକାରେ ହିଂସା ଚଳାଇଲେ । ହଜାର ହଜାର କାଶ୍ମୀରୀ ପଣ୍ଡିତ ନିଜ ଘର ଛାଡ଼ି ପଳାଇବାକୁ ବାଧ୍ୟ ହେଲେ । ଉତ୍ତରପୂର୍ବାଞ୍ଚଳରେ ମଧ୍ୟ ଅନେକ ବିଦ୍ରୋହୀ ଗୋଷ୍ଠୀ ସକ୍ରିୟ ରହିଲେ । ମଣିପୁର, ନାଗାଲାଣ୍ଡ, ତ୍ରିପୁରାରେ ଉଗ୍ରବାଦୀ ଗତିବିଧି ସାଧାରଣ ଜନଜୀବନକୁ ପ୍ରଭାବିତ କଲା । bbox=[346, 913, 614, 1067]
sudoku-cell[interactable]: 3 bbox=[1414, 1774, 1446, 1806]
editor-email-note: (Use only for letters to Editor, news & news photos) bbox=[1199, 1364, 1471, 1394]
kankada-col1: ବିନ୍ଦୁ, ଆମଙ୍କୁ ନାୟ, ମିଚୁନି । କେତେ ଜାଗି ପୁରୀରି କରୁଛନ୍ତୁ, ହେଲେ ସେମିତି କିଛି ଆଡ଼ ହେଉନାହିଁ । କଙ୍କଡ଼ା କଥା ମନେ ପଡ଼େ । ଗୋଟିଏ ଟୋକେଇରେ ଅନେକ କଙ୍କଡ଼ା ରଖିଲେ ଗୋଟିଏ ବାହାରିବାକୁ ଚେଷ୍ଟା କଲେ ଅନ୍ୟମାନେ ତାକୁ ତଳକୁ ଟାଣି ଆଣନ୍ତି । ଆମ ସମାଜରେ ମଧ୍ୟ ଏହି କଙ୍କଡ଼ା ମାନସିକତା ଦେଖାଯାଏ । କେହି ଆଗକୁ ବଢ଼ିଲେ ଅନ୍ୟମାନେ ଈର୍ଷା କରନ୍ତି, ତାକୁ ପଛକୁ ଟାଣିବାକୁ ଚେଷ୍ଟା କରନ୍ତି । ଏହି ମାନସିକତା ଆମ ପ୍ରଗତିର ସବୁଠୁ ବଡ଼ ବାଧା । ଅନ୍ୟର ସଫଳତାକୁ ସମ୍ମାନ ଦେବା ଶିଖିବାକୁ ପଡ଼ିବ । bbox=[8, 1457, 328, 1564]
sudoku-cell: 6 bbox=[1417, 2099, 1434, 2116]
sudoku-cell[interactable] bbox=[1446, 1806, 1478, 1838]
ad-email-alt[interactable]: :mikut1@yahoo.com (Use only for bbox=[1230, 1428, 1440, 1442]
sudoku-cell: 6 bbox=[1382, 2185, 1399, 2202]
sudoku-rules: ସୁ–ଡୋ–କୁ ଏକ ଅଙ୍କ ଖେଳ । ଏଥିରେ ଥିବା ଛୋଟ ଘରଗୁଡ଼ିକରେ ୧ ରୁ ୯ ପର୍ଯ୍ୟନ୍ତ ଅଙ୍କ ଭରିବାକୁ ହେବ । ପ୍ରତ୍ୟେକ ଧାଡ଼ି, ସ୍ତମ୍ଭ ଓ ୩×୩ ବାକ୍ସରେ ପ୍ରତ୍ୟେକ ଅଙ୍କ କେବଳ ଥରେ ରହିବ । bbox=[1182, 2061, 1322, 2153]
sudoku-cell[interactable] bbox=[1351, 1933, 1383, 1965]
district-diary bbox=[8, 194, 328, 774]
sudoku-cell: 7 bbox=[1417, 2064, 1434, 2081]
contact-address1: ସମ୍ପାଦକ, ଧରିତ୍ରୀ, bbox=[1290, 1300, 1380, 1314]
district-body: ଦକ୍ଷିଣାଂଚଳର ଶିକ୍ଷା, ସଂସ୍କୃତି ଓ ବାଣିଜ୍ୟର ବାଣିଜ୍ୟ କେନ୍ଦ୍ର ହେଉଛି ଗଞ୍ଜାମ ଜିଲ୍ଲାର ପ୍ରମୁଖ ସହର ଗୁଡ଼ିକ । ୧୮୬୭ ମସିହାରେ ପୌରପାଳିକା ମର୍ଯ୍ୟାଦା ପାଇଥିବା ଏହି ସହର ୨୦୦୮ ମସିହାରେ ମହାନଗର ନିଗମର ମାନ୍ୟତା ପାଇଛି । ମହାନଗରର ଜନସଂଖ୍ୟା ବର୍ତ୍ତମାନ ପାଞ୍ଚ ଲକ୍ଷ ଟପିଲାଣି । ନଗର ଉନ୍ନୟନ ପାଇଁ ଅନେକ ଯୋଜନା ହାତକୁ ନିଆଯାଇଛି ମାତ୍ର ସେଗୁଡ଼ିକର କାର୍ଯ୍ୟକାରିତା ଉପରେ ପ୍ରଶ୍ନବାଚୀ ଚିହ୍ନ ଲାଗିଛି । ସହରର ବିଭିନ୍ନ ଅଞ୍ଚଳରେ ପାନୀୟ ଜଳ ସମସ୍ୟା, ଟ୍ରାଫିକ ଜାମ, ଅପରିଷ୍କାର ନର୍ଦ୍ଦମା ଓ ଭଙ୍ଗା ରାସ୍ତା ନାଗରିକଙ୍କୁ ହଇରାଣ କରୁଛି । ବର୍ଷା ଦିନେ ଅନେକ ବସ୍ତି ଜଳମଗ୍ନ ହୋଇଯାଉଛି । ଆବର୍ଜନା ପରିଚାଳନା ପାଇଁ ଉପଯୁକ୍ତ ଡମ୍ପିଂ ୟାର୍ଡ ନାହିଁ । ପୁରୁଣା ପାଇପ୍‌ଲାଇନ୍ ଯୋଗୁ ଦୂଷିତ ପାଣି ଯୋଗାଣ ହେଉଥିବା ଅଭିଯୋଗ ଆସୁଛି । ନିଗମ ପକ୍ଷରୁ ନୂଆ ଯୋଜନା ପ୍ରସ୍ତୁତ କରାଯାଇଥିଲେ ମଧ୍ୟ ଅର୍ଥ ଅଭାବରୁ କାମ ଅଧାରେ ପଡ଼ିରହିଛି । ନାଗରିକମାନେ ଚାହାଁନ୍ତି ଯେ ପ୍ରଶାସନ ଶୀଘ୍ର ଏହି ସମସ୍ୟାର ସମାଧାନ କରନ୍ତୁ । bbox=[12, 319, 324, 535]
sudoku-cell: 9 bbox=[1347, 2099, 1364, 2116]
